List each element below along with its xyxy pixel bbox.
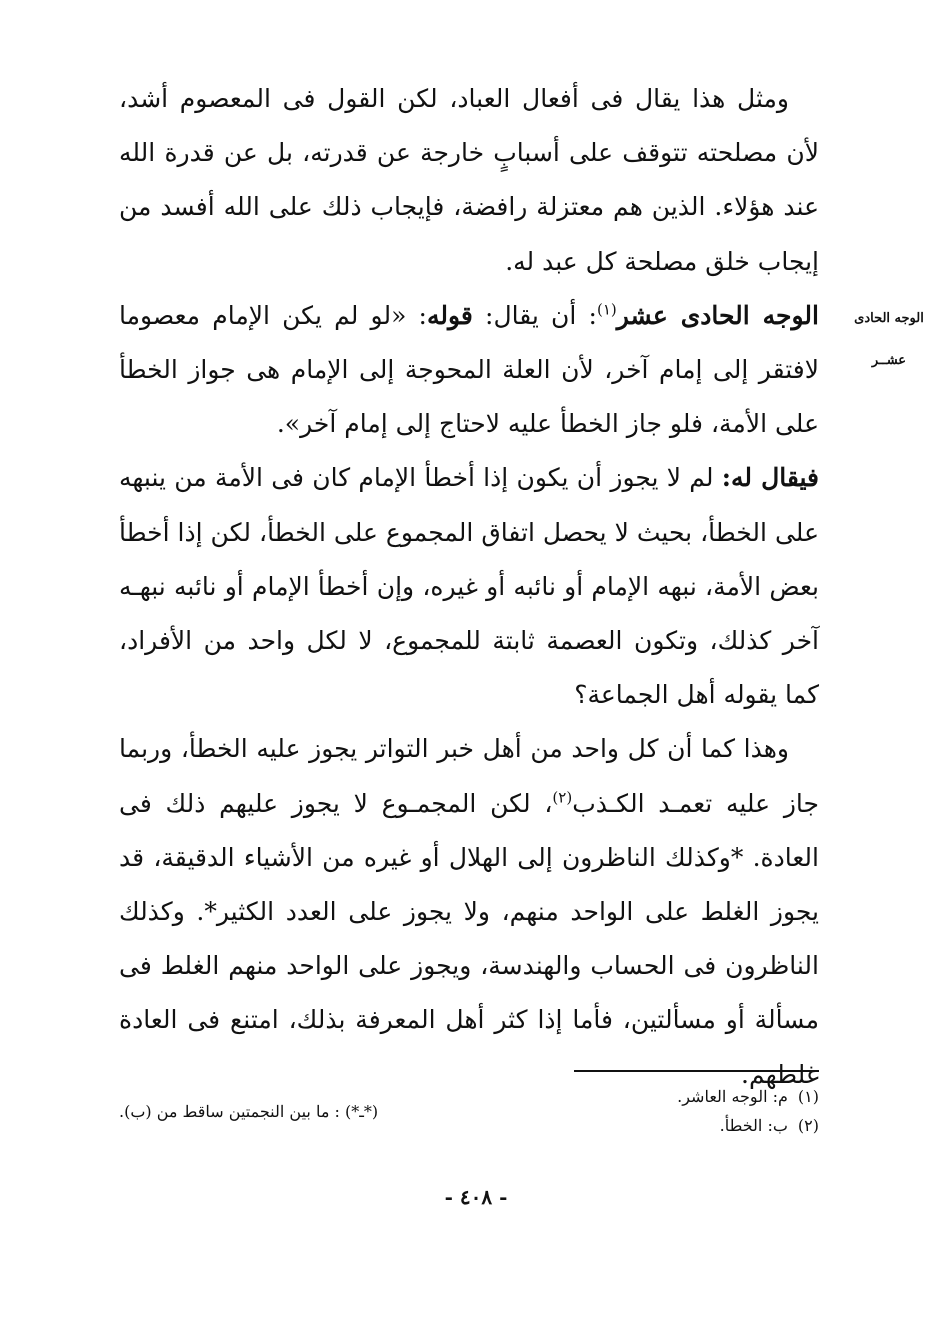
margin-note-line-2: عشــر xyxy=(871,353,907,368)
paragraph-4-part-a: وهذا كما أن كل واحد من أهل خبر التواتر يجوز عليه الخطأ، وربما جاز عليه تعمـد الكـذب xyxy=(119,734,819,818)
footnote-star: (*ـ*) : ما بين النجمتين ساقط من (ب). xyxy=(119,1102,379,1121)
footnote-2-number: (٢) xyxy=(797,1116,819,1135)
paragraph-2-mid: : أن يقال: xyxy=(472,300,597,330)
reply-lead: فيقال له: xyxy=(721,463,819,493)
qawluh-label: قوله xyxy=(426,300,473,330)
footnote-ref-2: (٢) xyxy=(552,788,573,807)
paragraph-4 xyxy=(119,722,819,1101)
footnotes xyxy=(119,1082,819,1140)
main-text xyxy=(119,72,819,1102)
paragraph-1: ومثل هذا يقال فى أفعال العباد، لكن القول فى المعصوم أشد، لأن مصلحته تتوقف على أسبابٍ خارجة عن قدرته، بل عن قدرة الله عند هؤلاء. الذين هم معتزلة رافضة، فإيجاب ذلك على الله أفسد من إيجاب خلق مصلحة كل عبد له. xyxy=(119,84,819,276)
paragraph-4-part-b: ، لكن المجمـوع لا يجوز عليهم ذلك فى العادة. *وكذلك الناظرون إلى الهلال أو غيره من الأشياء الدقيقة، قد يجوز الغلط على الواحد منهم، ولا يجوز على العدد الكثير*. وكذلك الناظرون فى الحساب والهندسة، ويجوز على الواحد منهم الغلط فى مسألة أو مسألتين، فأما إذا كثر أهل المعرفة بذلك، امتنع فى العادة غلطهم. xyxy=(119,788,819,1089)
paragraph-2 xyxy=(119,289,819,452)
paragraph-2-quote: : «لو لم يكن الإمام معصوما لافتقر إلى إمام آخر، لأن العلة المحوجة إلى الإمام هى جواز الخطأ على الأمة، فلو جاز الخطأ عليه لاحتاج إلى إمام آخر». xyxy=(119,300,820,439)
footnote-2-text: ب: الخطأ. xyxy=(719,1116,788,1135)
footnote-1-number: (١) xyxy=(797,1087,819,1106)
page-number: - ٤٠٨ - xyxy=(444,1185,508,1209)
margin-note-line-1: الوجه الحادى xyxy=(854,311,924,326)
margin-note xyxy=(834,298,944,382)
section-heading: الوجه الحادى عشر xyxy=(616,300,819,330)
footnote-divider xyxy=(574,1070,819,1072)
footnote-ref-1: (١) xyxy=(596,300,617,319)
footnote-1-text: م: الوجه العاشر. xyxy=(677,1087,788,1106)
footnote-2 xyxy=(119,1102,819,1140)
paragraph-3-text: لم لا يجوز أن يكون إذا أخطأ الإمام كان فى الأمة من ينبهه على الخطأ، بحيث لا يحصل اتفاق المجموع على الخطأ، لكن إذا أخطأ بعض الأمة، نبهه الإمام أو نائبه أو غيره، وإن أخطأ الإمام أو نائبه نبهـه آخر كذلك، وتكون العصمة ثابتة للمجموع، لا لكل واحد من الأفراد، كما يقوله أهل الجماعة؟ xyxy=(119,463,819,710)
paragraph-3 xyxy=(119,451,819,722)
